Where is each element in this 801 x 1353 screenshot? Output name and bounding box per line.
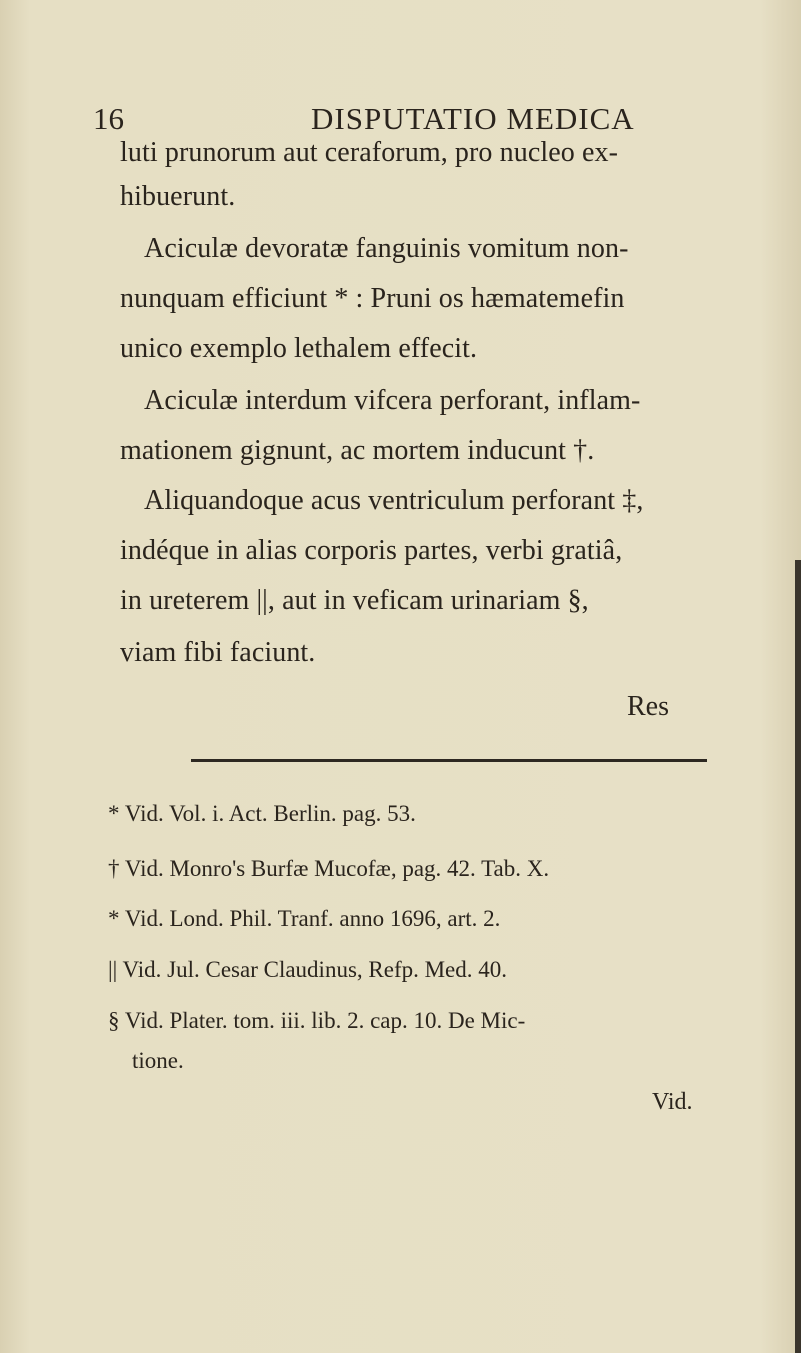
footnote: § Vid. Plater. tom. iii. lib. 2. cap. 10. De Mic- bbox=[108, 1008, 526, 1033]
text-line: unico exemplo lethalem effecit. bbox=[120, 333, 478, 364]
footnote: * Vid. Lond. Phil. Tranf. anno 1696, art. 2. bbox=[108, 906, 501, 931]
running-head bbox=[93, 101, 653, 141]
footnote: tione. bbox=[132, 1048, 184, 1073]
page-edge-shadow bbox=[795, 560, 801, 1353]
text-line: indéque in alias corporis partes, verbi gratiâ, bbox=[120, 535, 623, 566]
text-line: in ureterem ||, aut in veficam urinariam §, bbox=[120, 585, 589, 616]
footnote: * Vid. Vol. i. Act. Berlin. pag. 53. bbox=[108, 801, 416, 826]
text-line: hibuerunt. bbox=[120, 181, 236, 212]
page-number: 16 bbox=[93, 101, 124, 136]
footnote: † Vid. Monro's Burfæ Mucofæ, pag. 42. Tab. X. bbox=[108, 856, 550, 881]
text-line: luti prunorum aut ceraforum, pro nucleo ex- bbox=[120, 137, 619, 168]
text-line: Aciculæ interdum vifcera perforant, inflam- bbox=[144, 385, 641, 416]
text-line: Aliquandoque acus ventriculum perforant ‡, bbox=[144, 485, 644, 516]
catchword-res: Res bbox=[627, 691, 669, 722]
running-title: DISPUTATIO MEDICA bbox=[311, 101, 635, 136]
footnote-rule bbox=[191, 759, 707, 762]
catchword-vid: Vid. bbox=[652, 1089, 693, 1115]
text-line: mationem gignunt, ac mortem inducunt †. bbox=[120, 435, 595, 466]
text-line: viam fibi faciunt. bbox=[120, 637, 316, 668]
footnote: || Vid. Jul. Cesar Claudinus, Refp. Med. 40. bbox=[108, 957, 508, 982]
text-line: Aciculæ devoratæ fanguinis vomitum non- bbox=[144, 233, 629, 264]
text-line: nunquam efficiunt * : Pruni os hæmatemefin bbox=[120, 283, 625, 314]
